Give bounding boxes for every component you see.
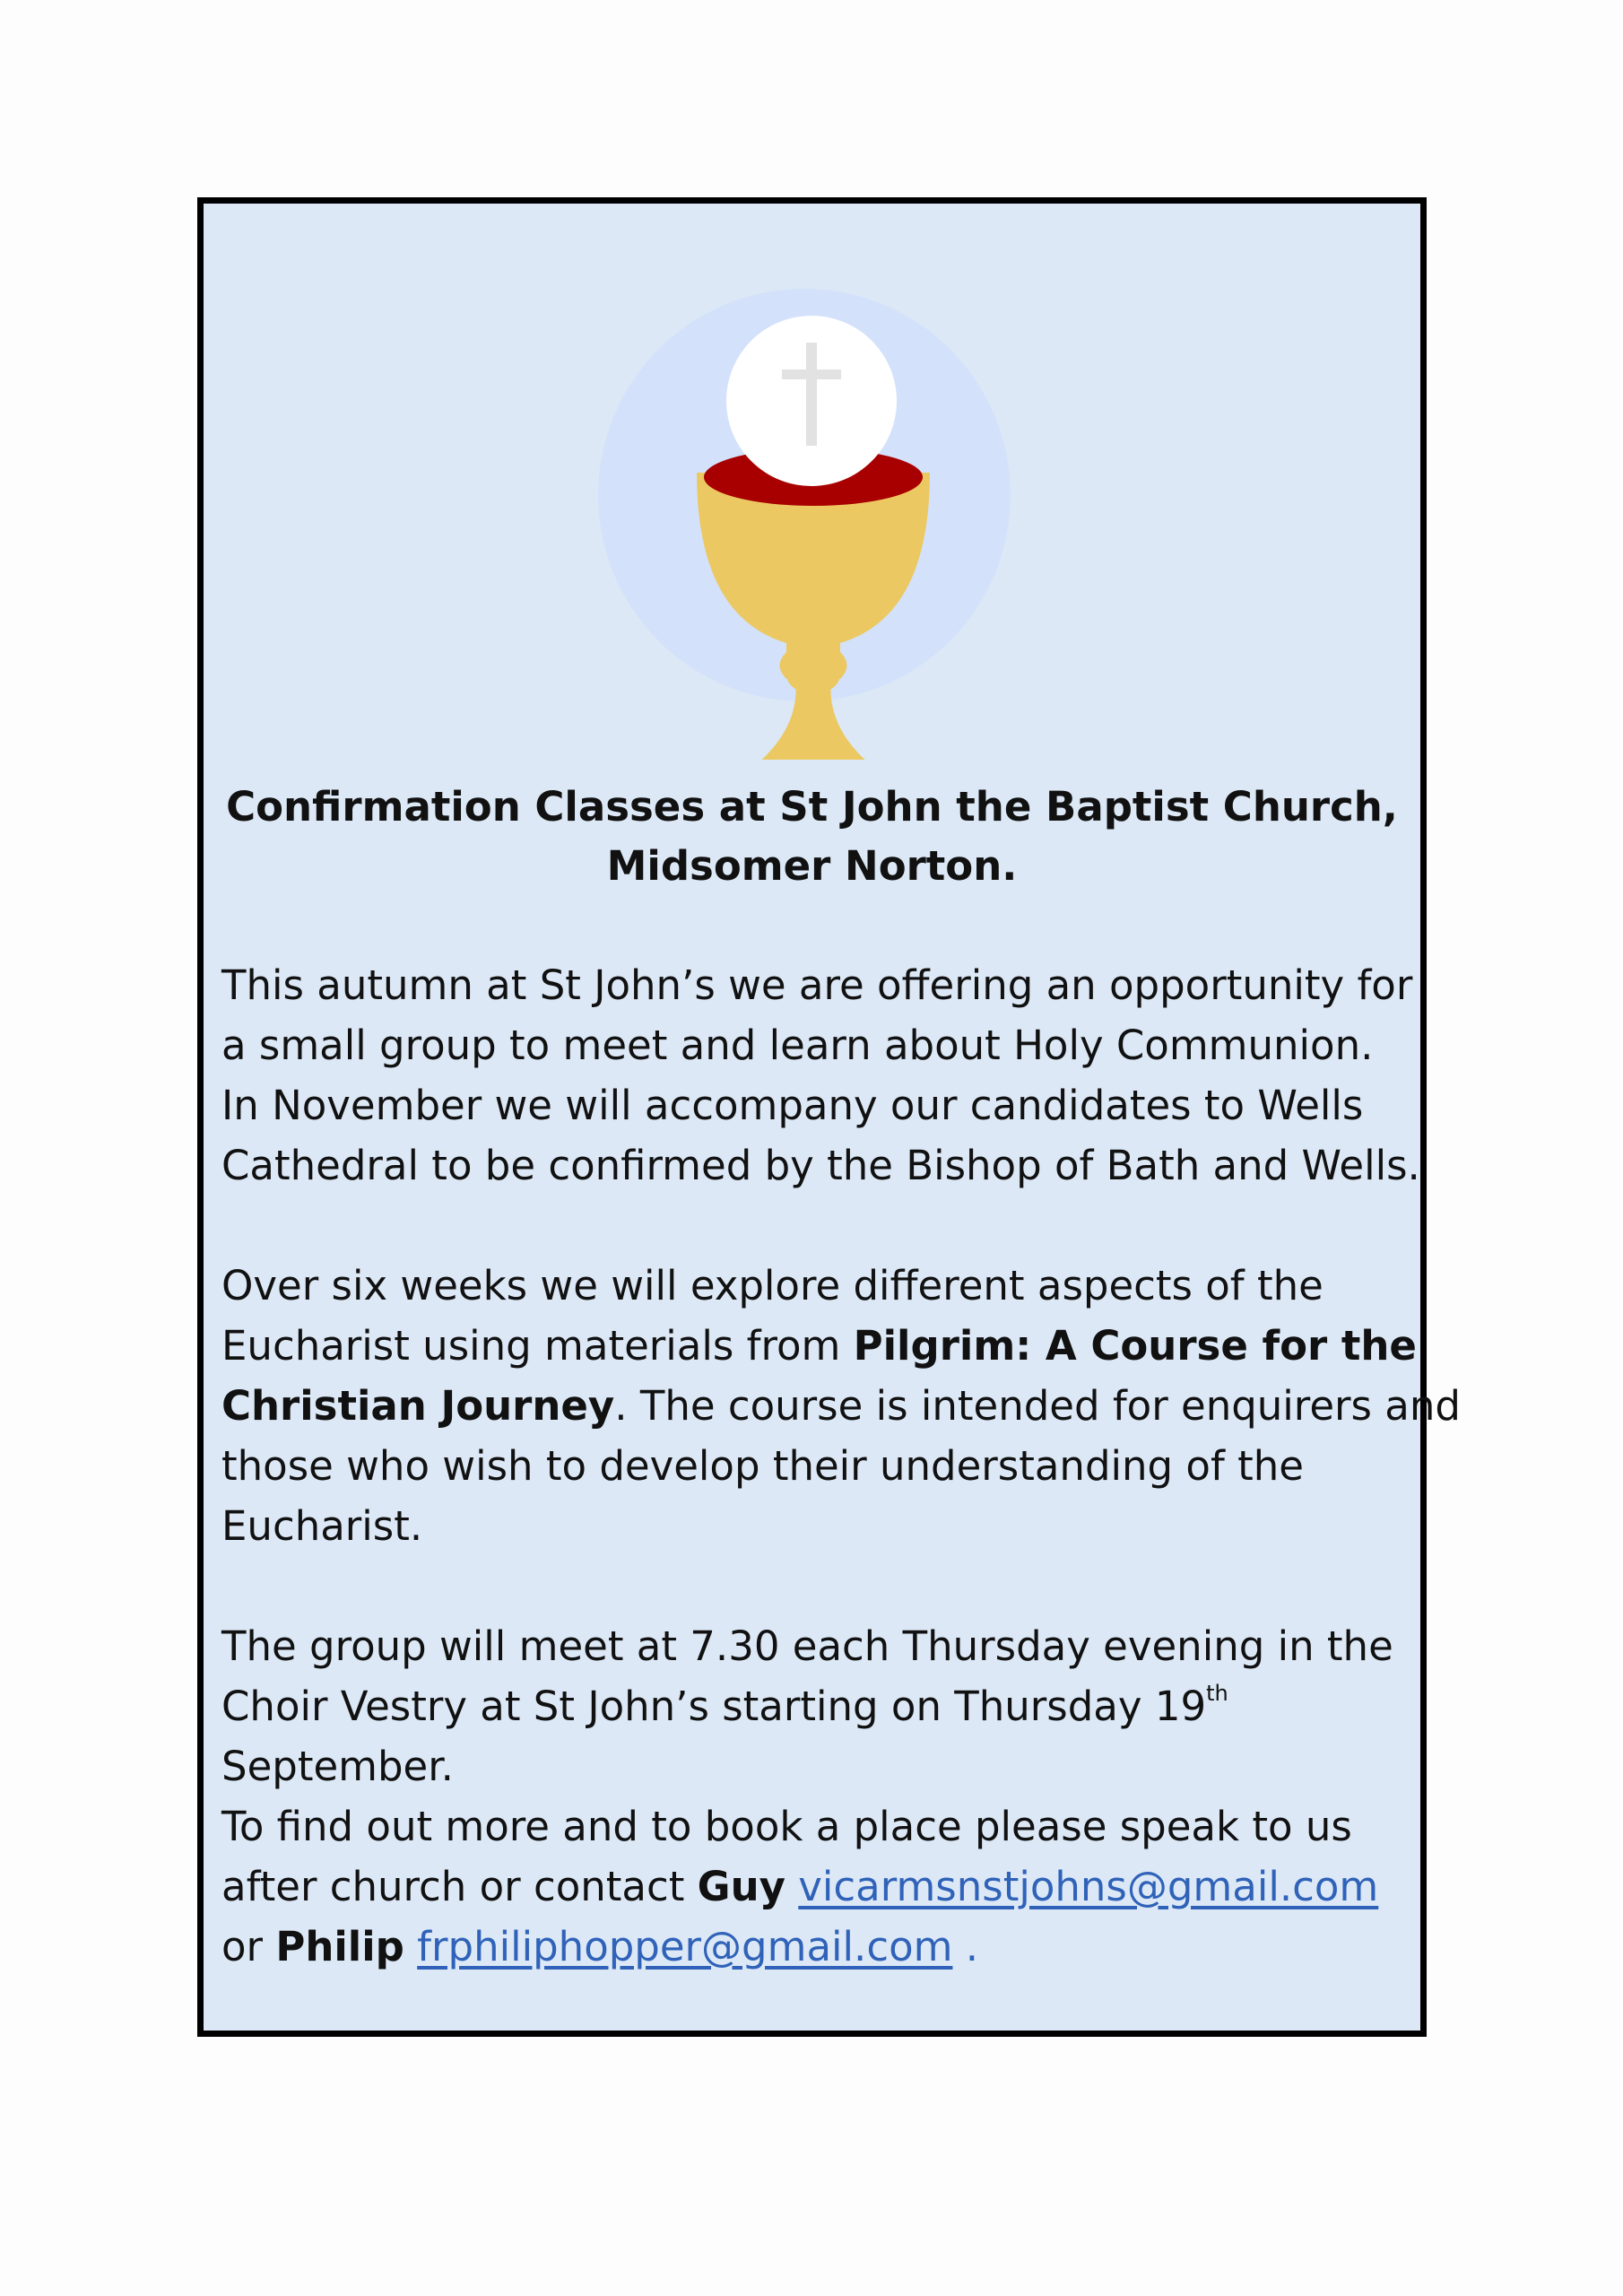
date-ordinal-suffix: th [1206,1681,1228,1706]
heading-line-2: Midsomer Norton. [606,842,1018,890]
meeting-line-5-text: after church or contact [221,1863,698,1910]
meeting-line-6-text: or [221,1923,276,1970]
course-line-2 [221,1316,1417,1376]
course-line-2-text: Eucharist using materials from [221,1322,854,1370]
poster-body [221,955,1461,1977]
trailing-period: . [952,1923,979,1970]
meeting-line-6 [221,1917,1414,1977]
intro-line-2: a small group to meet and learn about Holy Communion. [221,1022,1374,1069]
intro-paragraph [221,955,1420,1196]
course-line-1: Over six weeks we will explore different aspects of the [221,1262,1324,1309]
course-paragraph [221,1256,1461,1556]
course-line-5: Eucharist. [221,1502,423,1550]
chalice-with-host-icon [589,257,1037,760]
meeting-line-4: To find out more and to book a place please speak to us [221,1803,1352,1850]
meeting-line-2-text: Choir Vestry at St John’s starting on Thursday 19 [221,1683,1207,1730]
contact-2-name: Philip [275,1923,404,1970]
intro-line-3: In November we will accompany our candidates to Wells [221,1082,1364,1129]
intro-line-4: Cathedral to be confirmed by the Bishop of Bath and Wells. [221,1142,1420,1189]
confirmation-poster [197,197,1461,2037]
course-line-3-text: . The course is intended for enquirers and [614,1382,1461,1430]
meeting-line-5 [221,1857,1414,1917]
chalice-knop [786,655,840,694]
course-line-3 [221,1376,1461,1436]
course-name-part-1: Pilgrim: A Course for the [853,1322,1417,1370]
meeting-line-3: September. [221,1743,454,1790]
heading-line-1: Confirmation Classes at St John the Baptist Church, [226,783,1398,831]
contact-1-email-link[interactable]: vicarmsnstjohns@gmail.com [798,1863,1379,1910]
intro-line-1: This autumn at St John’s we are offering an opportunity for [221,961,1413,1009]
course-line-4: those who wish to develop their understanding of the [221,1442,1304,1490]
meeting-paragraph [221,1616,1414,1977]
course-name-part-2: Christian Journey [221,1382,615,1430]
poster-heading [204,778,1420,896]
meeting-line-2 [221,1676,1414,1736]
meeting-line-1: The group will meet at 7.30 each Thursday evening in the [221,1622,1393,1670]
contact-2-email-link[interactable]: frphiliphopper@gmail.com [417,1923,953,1970]
contact-1-name: Guy [697,1863,785,1910]
